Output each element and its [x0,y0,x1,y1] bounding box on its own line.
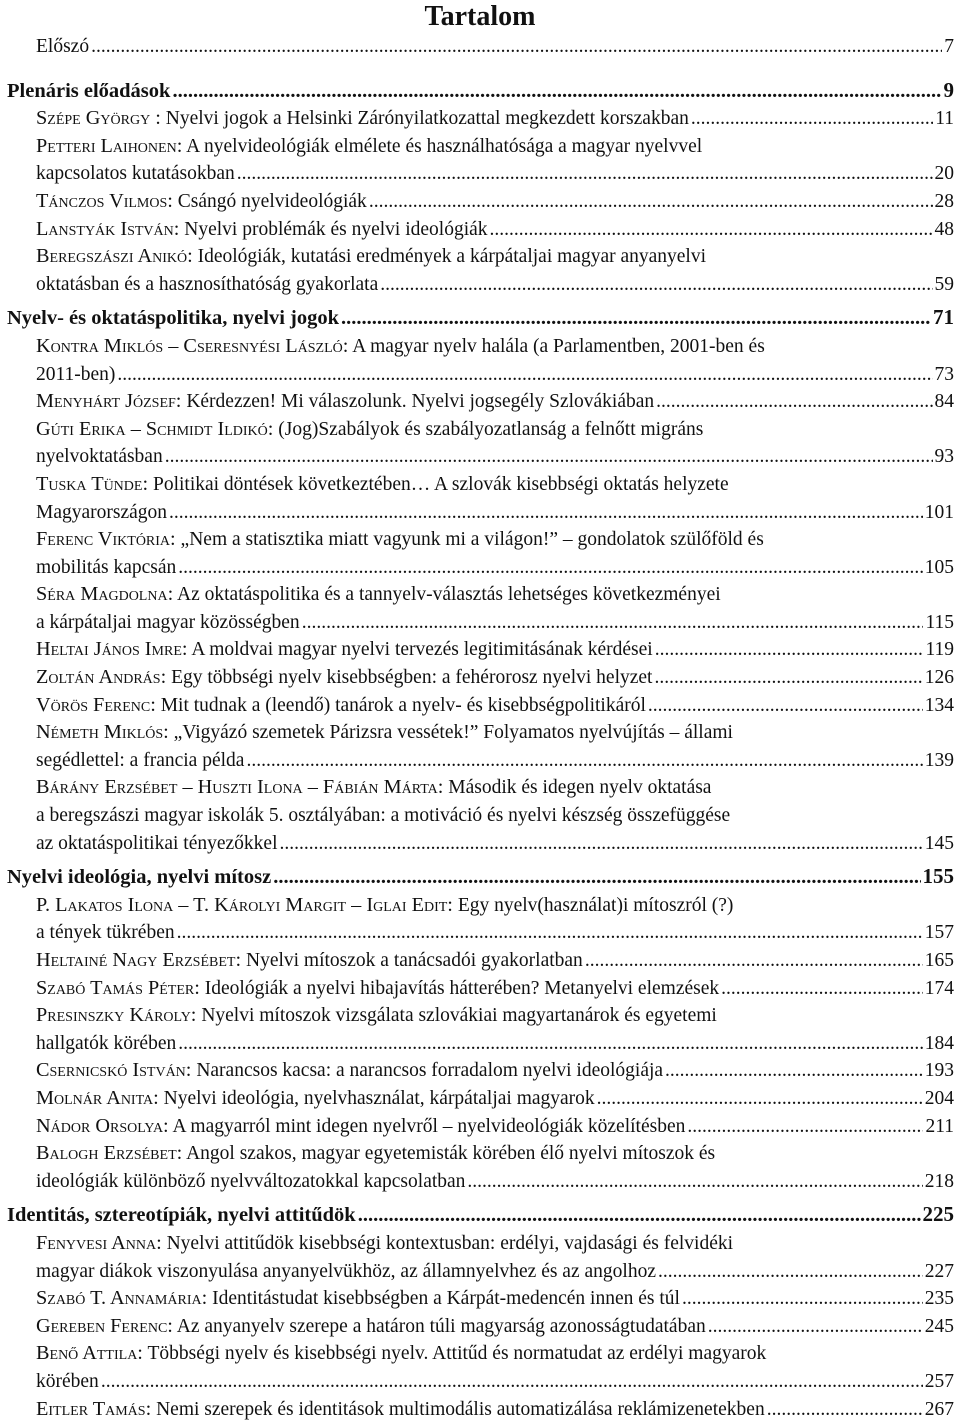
toc-entry-line [0,77,960,106]
toc-section-heading[interactable] [0,1201,960,1230]
toc-entry-line [0,304,960,333]
toc-entry-author: Menyhárt József: [36,390,181,412]
toc-entry[interactable] [0,105,960,133]
toc-entry-line [0,1368,960,1396]
toc-entry-line [0,692,960,720]
toc-section-heading[interactable] [0,77,960,106]
toc-page-number: 84 [935,388,960,416]
toc-entry[interactable] [0,33,960,61]
toc-entry-line [0,188,960,216]
toc-entry-line [0,863,960,892]
toc-entry-line [0,1230,960,1258]
dot-leader [654,664,922,692]
toc-entry-title: az oktatáspolitikai tényezőkkel [36,833,278,854]
toc-entry-title: Az anyanyelv szerepe a határon túli magyarság azonosságtudatában [177,1316,706,1337]
toc-entry-line [0,554,960,582]
toc-entry-title: Mit tudnak a (leendő) tanárok a nyelv- és kisebbségpolitikáról [161,695,646,716]
toc-entry-line [0,133,960,161]
toc-page-number: 48 [935,216,960,244]
toc-entry-author: Németh Miklós: [36,721,169,743]
toc-entry-line [0,802,960,830]
dot-leader [280,830,923,858]
page-title: Tartalom [0,0,960,32]
toc-entry[interactable] [0,188,960,216]
toc-entry[interactable] [0,774,960,857]
toc-entry-line [0,664,960,692]
dot-leader [178,554,922,582]
toc-entry-author: Vörös Ferenc: [36,694,156,716]
toc-page-number: 211 [925,1113,960,1141]
dot-leader [682,1285,923,1313]
dot-leader [117,361,932,389]
toc-entry-author: Benő Attila: [36,1342,143,1364]
toc-entry-line [0,333,960,361]
toc-entry-title: kapcsolatos kutatásokban [36,163,235,184]
toc-entry[interactable] [0,1057,960,1085]
dot-leader [237,160,933,188]
toc-entry-title: 2011-ben) [36,364,115,385]
toc-entry-author: Petteri Laihonen: [36,135,182,157]
toc-page-number: 145 [925,830,960,858]
dot-leader [658,1258,923,1286]
toc-entry-line [0,105,960,133]
toc-page-number: 193 [925,1057,960,1085]
toc-entry-author: Balogh Erzsébet: [36,1142,182,1164]
toc-entry[interactable] [0,416,960,471]
toc-page-number: 101 [925,499,960,527]
toc-page-number: 115 [925,609,960,637]
toc-entry-author: Beregszászi Anikó: [36,245,193,267]
toc-entry-line [0,636,960,664]
toc-page-number: 174 [925,975,960,1003]
toc-entry-line [0,271,960,299]
toc-entry-title: Nyelvi problémák és nyelvi ideológiák [184,219,487,240]
toc-entry-line [0,416,960,444]
toc-entry-title: Ideológiák, kutatási eredmények a kárpátaljai magyar anyanyelvi [198,246,706,267]
toc-entry-line [0,609,960,637]
toc-page-number: 157 [925,919,960,947]
toc-entry-title: a tények tükrében [36,922,175,943]
toc-entry-line [0,1140,960,1168]
dot-leader [380,271,932,299]
toc-entry-author: Gereben Ferenc: [36,1315,173,1337]
toc-entry-author: Szépe György : [36,107,161,129]
toc-entry-title: mobilitás kapcsán [36,557,176,578]
toc-entry-title: ideológiák különböző nyelvváltozatokkal kapcsolatban [36,1171,465,1192]
toc-entry-line [0,1113,960,1141]
toc-entry-title: Nyelvi attitűdök kisebbségi kontextusban: erdélyi, vajdasági és felvidéki [167,1233,733,1254]
toc-entry-title: Egy nyelv(használat)i mítoszról (?) [458,895,734,916]
toc-page-number: 184 [925,1030,960,1058]
toc-page-number: 71 [933,304,960,332]
toc-page-number: 225 [923,1201,960,1229]
toc-entry-line [0,160,960,188]
dot-leader [169,499,923,527]
dot-leader [708,1313,923,1341]
toc-entry-line [0,1002,960,1030]
toc-entry[interactable] [0,471,960,526]
toc-entry-line [0,1313,960,1341]
toc-entry-line [0,243,960,271]
toc-entry-line [0,388,960,416]
toc-entry-line [0,747,960,775]
toc-entry[interactable] [0,1230,960,1285]
toc-entry-line [0,1258,960,1286]
toc-section-heading[interactable] [0,863,960,892]
toc-entry-line [0,830,960,858]
dot-leader [246,747,922,775]
toc-entry[interactable] [0,692,960,720]
toc-entry-author: Molnár Anita: [36,1087,159,1109]
toc-entry[interactable] [0,243,960,298]
toc-entry-author: Szabó T. Annamária: [36,1287,207,1309]
toc-entry-author: Heltai János Imre: [36,638,188,660]
toc-section-title: Nyelv- és oktatáspolitika, nyelvi jogok [7,307,339,329]
toc-entry-line [0,443,960,471]
toc-entry-title: Kérdezzen! Mi válaszolunk. Nyelvi jogsegély Szlovákiában [186,391,654,412]
toc-entry-line [0,1085,960,1113]
toc-entry-title: A magyarról mint idegen nyelvről – nyelvideológiák közelítésben [173,1116,686,1137]
toc-entry-author: Ferenc Viktória: [36,528,176,550]
toc-entry-author: Eitler Tamás: [36,1398,151,1420]
toc-entry-title: Többségi nyelv és kisebbségi nyelv. Attitűd és normatudat az erdélyi magyarok [147,1343,766,1364]
toc-entry-line [0,975,960,1003]
toc-entry-line [0,1030,960,1058]
toc-entry-title: hallgatók körében [36,1033,176,1054]
toc-page-number: 227 [925,1258,960,1286]
toc-page-number: 235 [925,1285,960,1313]
toc-entry-author: Tuska Tünde: [36,473,148,495]
toc-section-title: Identitás, sztereotípiák, nyelvi attitűdök [7,1204,356,1226]
table-of-contents [0,33,960,1423]
toc-entry[interactable] [0,1340,960,1395]
dot-leader [178,1030,923,1058]
toc-entry[interactable] [0,133,960,188]
dot-leader [665,1057,923,1085]
toc-entry[interactable] [0,581,960,636]
toc-entry-line [0,361,960,389]
toc-entry-title: Nyelvi mítoszok a tanácsadói gyakorlatban [246,950,583,971]
dot-leader [655,636,924,664]
toc-entry[interactable] [0,1085,960,1113]
dot-leader [358,1202,921,1230]
toc-entry[interactable] [0,975,960,1003]
toc-entry-author: Gúti Erika – Schmidt Ildikó: [36,418,273,440]
toc-entry-line [0,526,960,554]
toc-entry[interactable] [0,526,960,581]
toc-entry-title: a kárpátaljai magyar közösségben [36,612,300,633]
toc-entry[interactable] [0,1285,960,1313]
dot-leader [691,105,933,133]
toc-page-number: 7 [944,33,960,61]
dot-leader [597,1085,923,1113]
dot-leader [172,78,941,106]
toc-entry-line [0,719,960,747]
dot-leader [273,864,920,892]
toc-entry-title: Csángó nyelvideológiák [178,191,367,212]
toc-entry-author: Fenyvesi Anna: [36,1232,162,1254]
toc-page-number: 245 [925,1313,960,1341]
toc-entry-title: segédlettel: a francia példa [36,750,244,771]
toc-entry-title: „Nem a statisztika miatt vagyunk mi a világon!” – gondolatok szülőföld és [181,529,764,550]
toc-page-number: 119 [925,636,960,664]
toc-entry-title: Második és idegen nyelv oktatása [448,777,711,798]
dot-leader [490,216,933,244]
toc-entry-author: P. Lakatos Ilona – T. Károlyi Margit – Iglai Edit: [36,894,453,916]
dot-leader [302,609,924,637]
toc-entry-author: Bárány Erzsébet – Huszti Ilona – Fábián Márta: [36,776,443,798]
toc-page-number: 218 [925,1168,960,1196]
toc-entry-author: Szabó Tamás Péter: [36,977,200,999]
toc-page-number: 139 [925,747,960,775]
toc-section-title: Plenáris előadások [7,80,170,102]
toc-entry[interactable] [0,947,960,975]
toc-entry[interactable] [0,216,960,244]
toc-entry-line [0,1057,960,1085]
toc-page-number: 155 [923,863,960,891]
toc-entry[interactable] [0,1140,960,1195]
toc-entry-title: Nyelvi jogok a Helsinki Zárónyilatkozattal megkezdett korszakban [166,108,689,129]
toc-entry[interactable] [0,892,960,947]
toc-entry-line [0,581,960,609]
toc-entry[interactable] [0,388,960,416]
toc-entry-author: Séra Magdolna: [36,583,173,605]
dot-leader [91,33,942,61]
toc-entry-title: (Jog)Szabályok és szabályozatlanság a felnőtt migráns [278,419,703,440]
toc-page-number: 73 [935,361,960,389]
toc-entry-title: Magyarországon [36,502,167,523]
toc-entry-author: Lanstyák István: [36,218,179,240]
toc-page-number: 267 [925,1396,960,1423]
toc-entry-title: Az oktatáspolitika és a tannyelv-választás lehetséges következményei [177,584,721,605]
toc-section-title: Nyelvi ideológia, nyelvi mítosz [7,866,271,888]
toc-entry-author: Kontra Miklós – Cseresnyési László: [36,335,348,357]
dot-leader [585,947,923,975]
toc-entry-author: Presinszky Károly: [36,1004,196,1026]
toc-entry[interactable] [0,333,960,388]
toc-page-number: 257 [925,1368,960,1396]
toc-entry-title: Narancsos kacsa: a narancsos forradalom nyelvi ideológiája [196,1060,663,1081]
dot-leader [648,692,923,720]
toc-entry-title: Nyelvi ideológia, nyelvhasználat, kárpátaljai magyarok [164,1088,595,1109]
toc-entry-author: Zoltán András: [36,666,166,688]
toc-page-number: 126 [925,664,960,692]
toc-entry-line [0,1285,960,1313]
dot-leader [656,388,932,416]
dot-leader [165,443,933,471]
toc-entry[interactable] [0,719,960,774]
toc-entry-line [0,1201,960,1230]
toc-entry-title: Identitástudat kisebbségben a Kárpát-medencén innen és túl [212,1288,680,1309]
toc-entry-title: Ideológiák a nyelvi hibajavítás hátterében? Metanyelvi elemzések [205,978,719,999]
toc-entry-line [0,919,960,947]
toc-entry-line [0,774,960,802]
toc-entry-title: Angol szakos, magyar egyetemisták körében élő nyelvi mítoszok és [186,1143,715,1164]
dot-leader [101,1368,923,1396]
toc-entry-title: magyar diákok viszonyulása anyanyelvükhöz, az államnyelvhez és az angolhoz [36,1261,656,1282]
toc-entry-line [0,33,960,61]
toc-entry-title: oktatásban és a hasznosíthatóság gyakorlata [36,274,378,295]
toc-entry-line [0,216,960,244]
toc-entry[interactable] [0,664,960,692]
toc-entry-title: „Vigyázó szemetek Párizsra vessétek!” Folyamatos nyelvújítás – állami [174,722,733,743]
toc-entry-title: körében [36,1371,99,1392]
toc-entry-author: Nádor Orsolya: [36,1115,169,1137]
toc-entry-title: A moldvai magyar nyelvi tervezés legitimitásának kérdései [191,639,652,660]
toc-page-number: 165 [925,947,960,975]
toc-page-number: 59 [935,271,960,299]
toc-entry-line [0,892,960,920]
toc-page-number: 11 [935,105,960,133]
toc-entry-title: Előszó [36,36,89,57]
toc-entry[interactable] [0,1002,960,1057]
toc-entry-title: Nyelvi mítoszok vizsgálata szlovákiai magyartanárok és egyetemi [201,1005,717,1026]
toc-entry[interactable] [0,636,960,664]
dot-leader [721,975,923,1003]
toc-page-number: 28 [935,188,960,216]
dot-leader [767,1396,923,1423]
toc-entry-title: A nyelvideológiák elmélete és használhatósága a magyar nyelvvel [186,136,702,157]
toc-entry[interactable] [0,1396,960,1423]
toc-entry-line [0,1340,960,1368]
dot-leader [341,305,931,333]
toc-entry-author: Csernicskó István: [36,1059,191,1081]
toc-entry-title: a beregszászi magyar iskolák 5. osztályában: a motiváció és nyelvi készség összefüggése [36,805,730,826]
dot-leader [467,1168,922,1196]
toc-entry-line [0,1168,960,1196]
toc-entry-title: nyelvoktatásban [36,446,163,467]
dot-leader [177,919,923,947]
toc-entry-author: Heltainé Nagy Erzsébet: [36,949,241,971]
toc-entry-author: Tánczos Vilmos: [36,190,173,212]
toc-entry-line [0,1396,960,1423]
toc-page-number: 93 [935,443,960,471]
toc-entry[interactable] [0,1113,960,1141]
toc-page-number: 134 [925,692,960,720]
toc-entry-title: Politikai döntések következtében… A szlovák kisebbségi oktatás helyzete [153,474,729,495]
toc-page-number: 105 [925,554,960,582]
dot-leader [369,188,933,216]
toc-entry-line [0,499,960,527]
toc-entry-title: A magyar nyelv halála (a Parlamentben, 2001-ben és [352,336,765,357]
toc-page-number: 204 [925,1085,960,1113]
toc-section-heading[interactable] [0,304,960,333]
toc-entry[interactable] [0,1313,960,1341]
toc-entry-line [0,471,960,499]
dot-leader [687,1113,923,1141]
toc-entry-line [0,947,960,975]
toc-page-number: 20 [935,160,960,188]
toc-entry-title: Egy többségi nyelv kisebbségben: a fehérorosz nyelvi helyzet [171,667,652,688]
toc-entry-title: Nemi szerepek és identitások multimodális automatizálása reklámizenetekben [156,1399,765,1420]
toc-page-number: 9 [944,77,960,105]
